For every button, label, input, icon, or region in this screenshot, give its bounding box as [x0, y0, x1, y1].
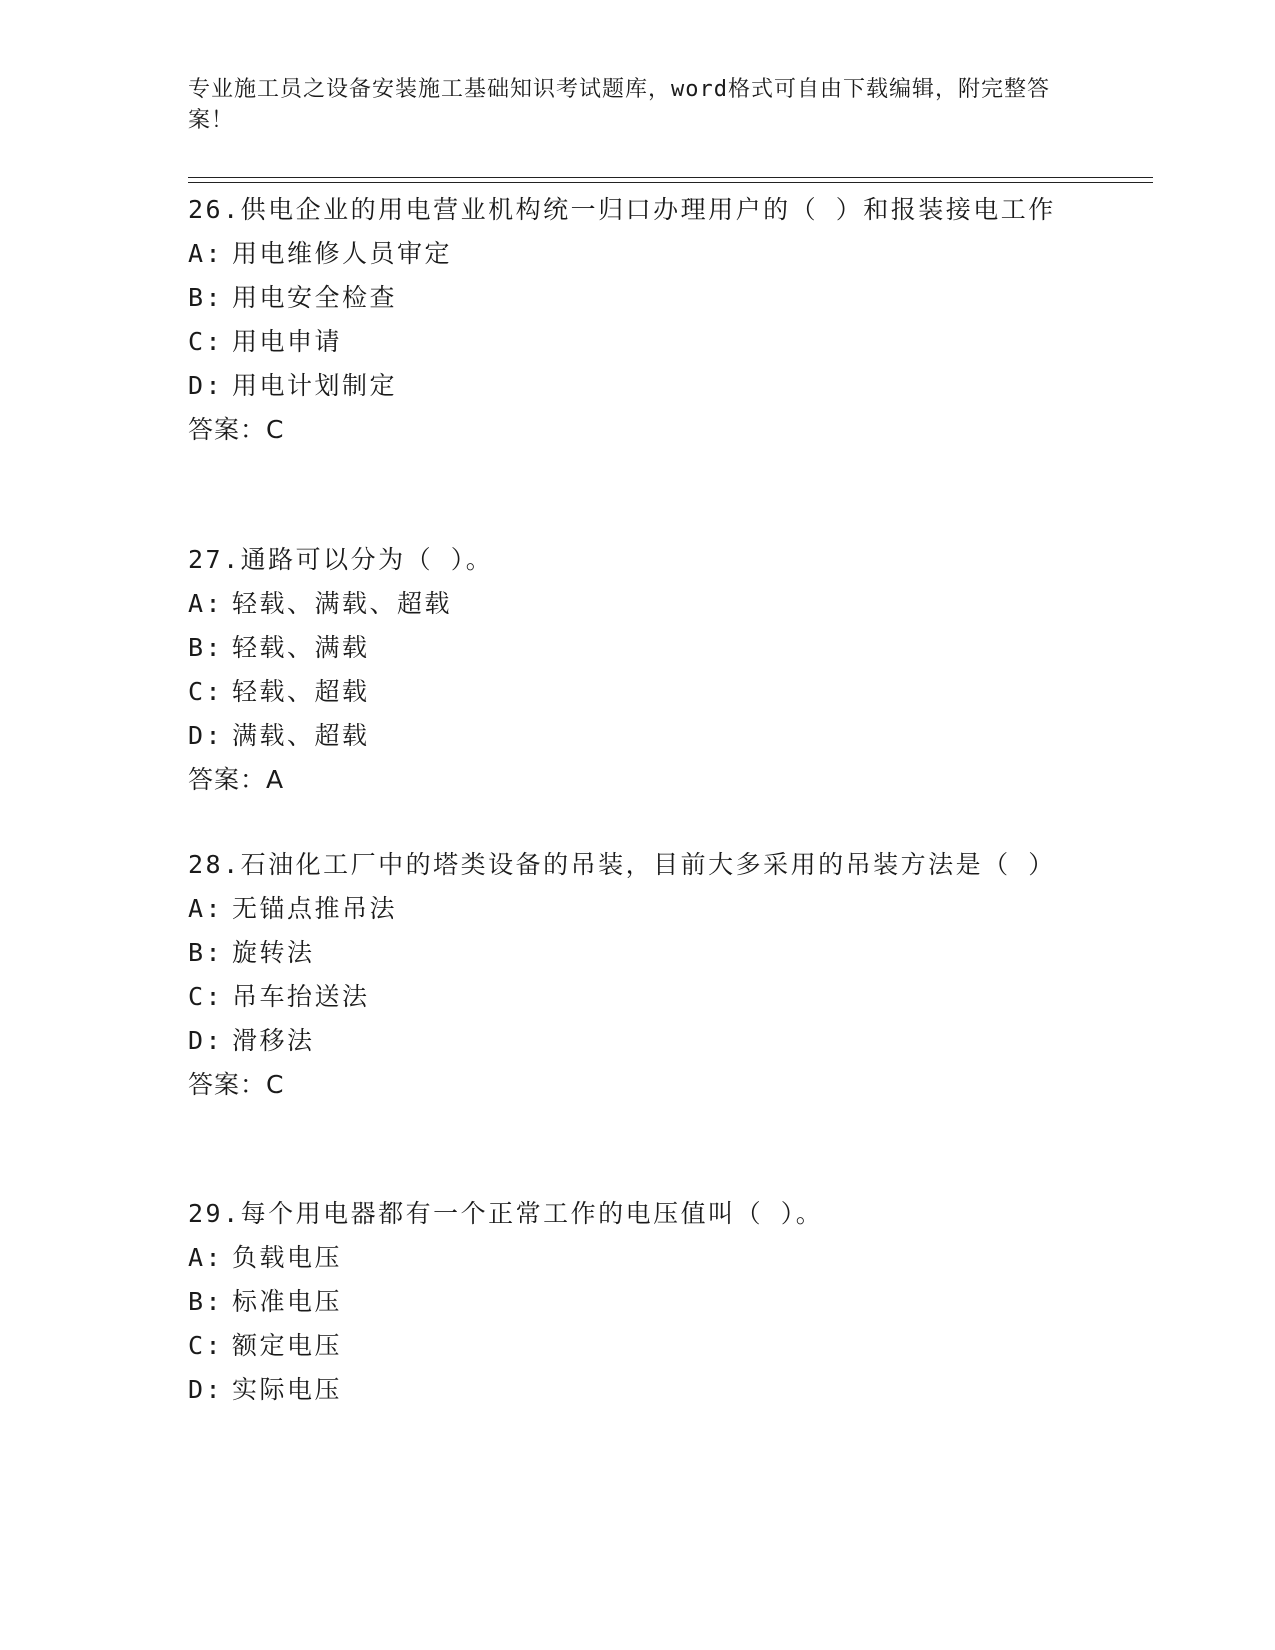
option-text: 用电计划制定 [232, 371, 398, 400]
option-text: 轻载、满载 [232, 633, 370, 662]
option-letter: C: [188, 1331, 224, 1360]
option-d [188, 1019, 1068, 1063]
question-stem: 28.石油化工厂中的塔类设备的吊装，目前大多采用的吊装方法是（ ） [188, 850, 1056, 879]
answer: 答案：A [188, 765, 285, 794]
option-b [188, 1280, 1068, 1324]
option-letter: C: [188, 677, 224, 706]
option-letter: A: [188, 239, 224, 268]
question-28 [188, 843, 1068, 1107]
option-letter: D: [188, 1375, 224, 1404]
option-text: 轻载、超载 [232, 677, 370, 706]
option-text: 标准电压 [232, 1287, 343, 1316]
option-text: 用电维修人员审定 [232, 239, 453, 268]
option-letter: B: [188, 283, 224, 312]
option-letter: B: [188, 938, 224, 967]
document-header [188, 74, 1068, 136]
option-text: 轻载、满载、超载 [232, 589, 453, 618]
option-b [188, 931, 1068, 975]
option-letter: A: [188, 1243, 224, 1272]
question-26 [188, 188, 1068, 452]
option-letter: D: [188, 1026, 224, 1055]
header-divider-bottom [188, 182, 1153, 183]
option-text: 额定电压 [232, 1331, 343, 1360]
option-letter: D: [188, 371, 224, 400]
option-text: 用电安全检查 [232, 283, 398, 312]
option-a [188, 582, 1068, 626]
option-d [188, 714, 1068, 758]
question-29 [188, 1192, 1068, 1412]
option-text: 吊车抬送法 [232, 982, 370, 1011]
option-text: 用电申请 [232, 327, 343, 356]
option-text: 滑移法 [232, 1026, 315, 1055]
option-letter: B: [188, 633, 224, 662]
option-letter: C: [188, 982, 224, 1011]
header-divider-top [188, 177, 1153, 178]
option-text: 负载电压 [232, 1243, 343, 1272]
option-letter: A: [188, 894, 224, 923]
question-stem: 29.每个用电器都有一个正常工作的电压值叫（ ）。 [188, 1199, 824, 1228]
option-a [188, 232, 1068, 276]
option-letter: D: [188, 721, 224, 750]
question-stem: 27.通路可以分为（ ）。 [188, 545, 494, 574]
option-c [188, 975, 1068, 1019]
option-a [188, 1236, 1068, 1280]
option-letter: C: [188, 327, 224, 356]
question-stem: 26.供电企业的用电营业机构统一归口办理用户的（ ）和报装接电工作 [188, 195, 1056, 224]
option-d [188, 364, 1068, 408]
option-d [188, 1368, 1068, 1412]
answer: 答案：C [188, 415, 285, 444]
option-c [188, 670, 1068, 714]
option-text: 满载、超载 [232, 721, 370, 750]
option-letter: A: [188, 589, 224, 618]
option-c [188, 320, 1068, 364]
option-text: 旋转法 [232, 938, 315, 967]
option-b [188, 276, 1068, 320]
option-letter: B: [188, 1287, 224, 1316]
question-27 [188, 538, 1068, 802]
option-c [188, 1324, 1068, 1368]
option-a [188, 887, 1068, 931]
option-b [188, 626, 1068, 670]
answer: 答案：C [188, 1070, 285, 1099]
option-text: 实际电压 [232, 1375, 343, 1404]
header-text: 专业施工员之设备安装施工基础知识考试题库，word格式可自由下载编辑，附完整答案！ [188, 77, 1050, 133]
option-text: 无锚点推吊法 [232, 894, 398, 923]
